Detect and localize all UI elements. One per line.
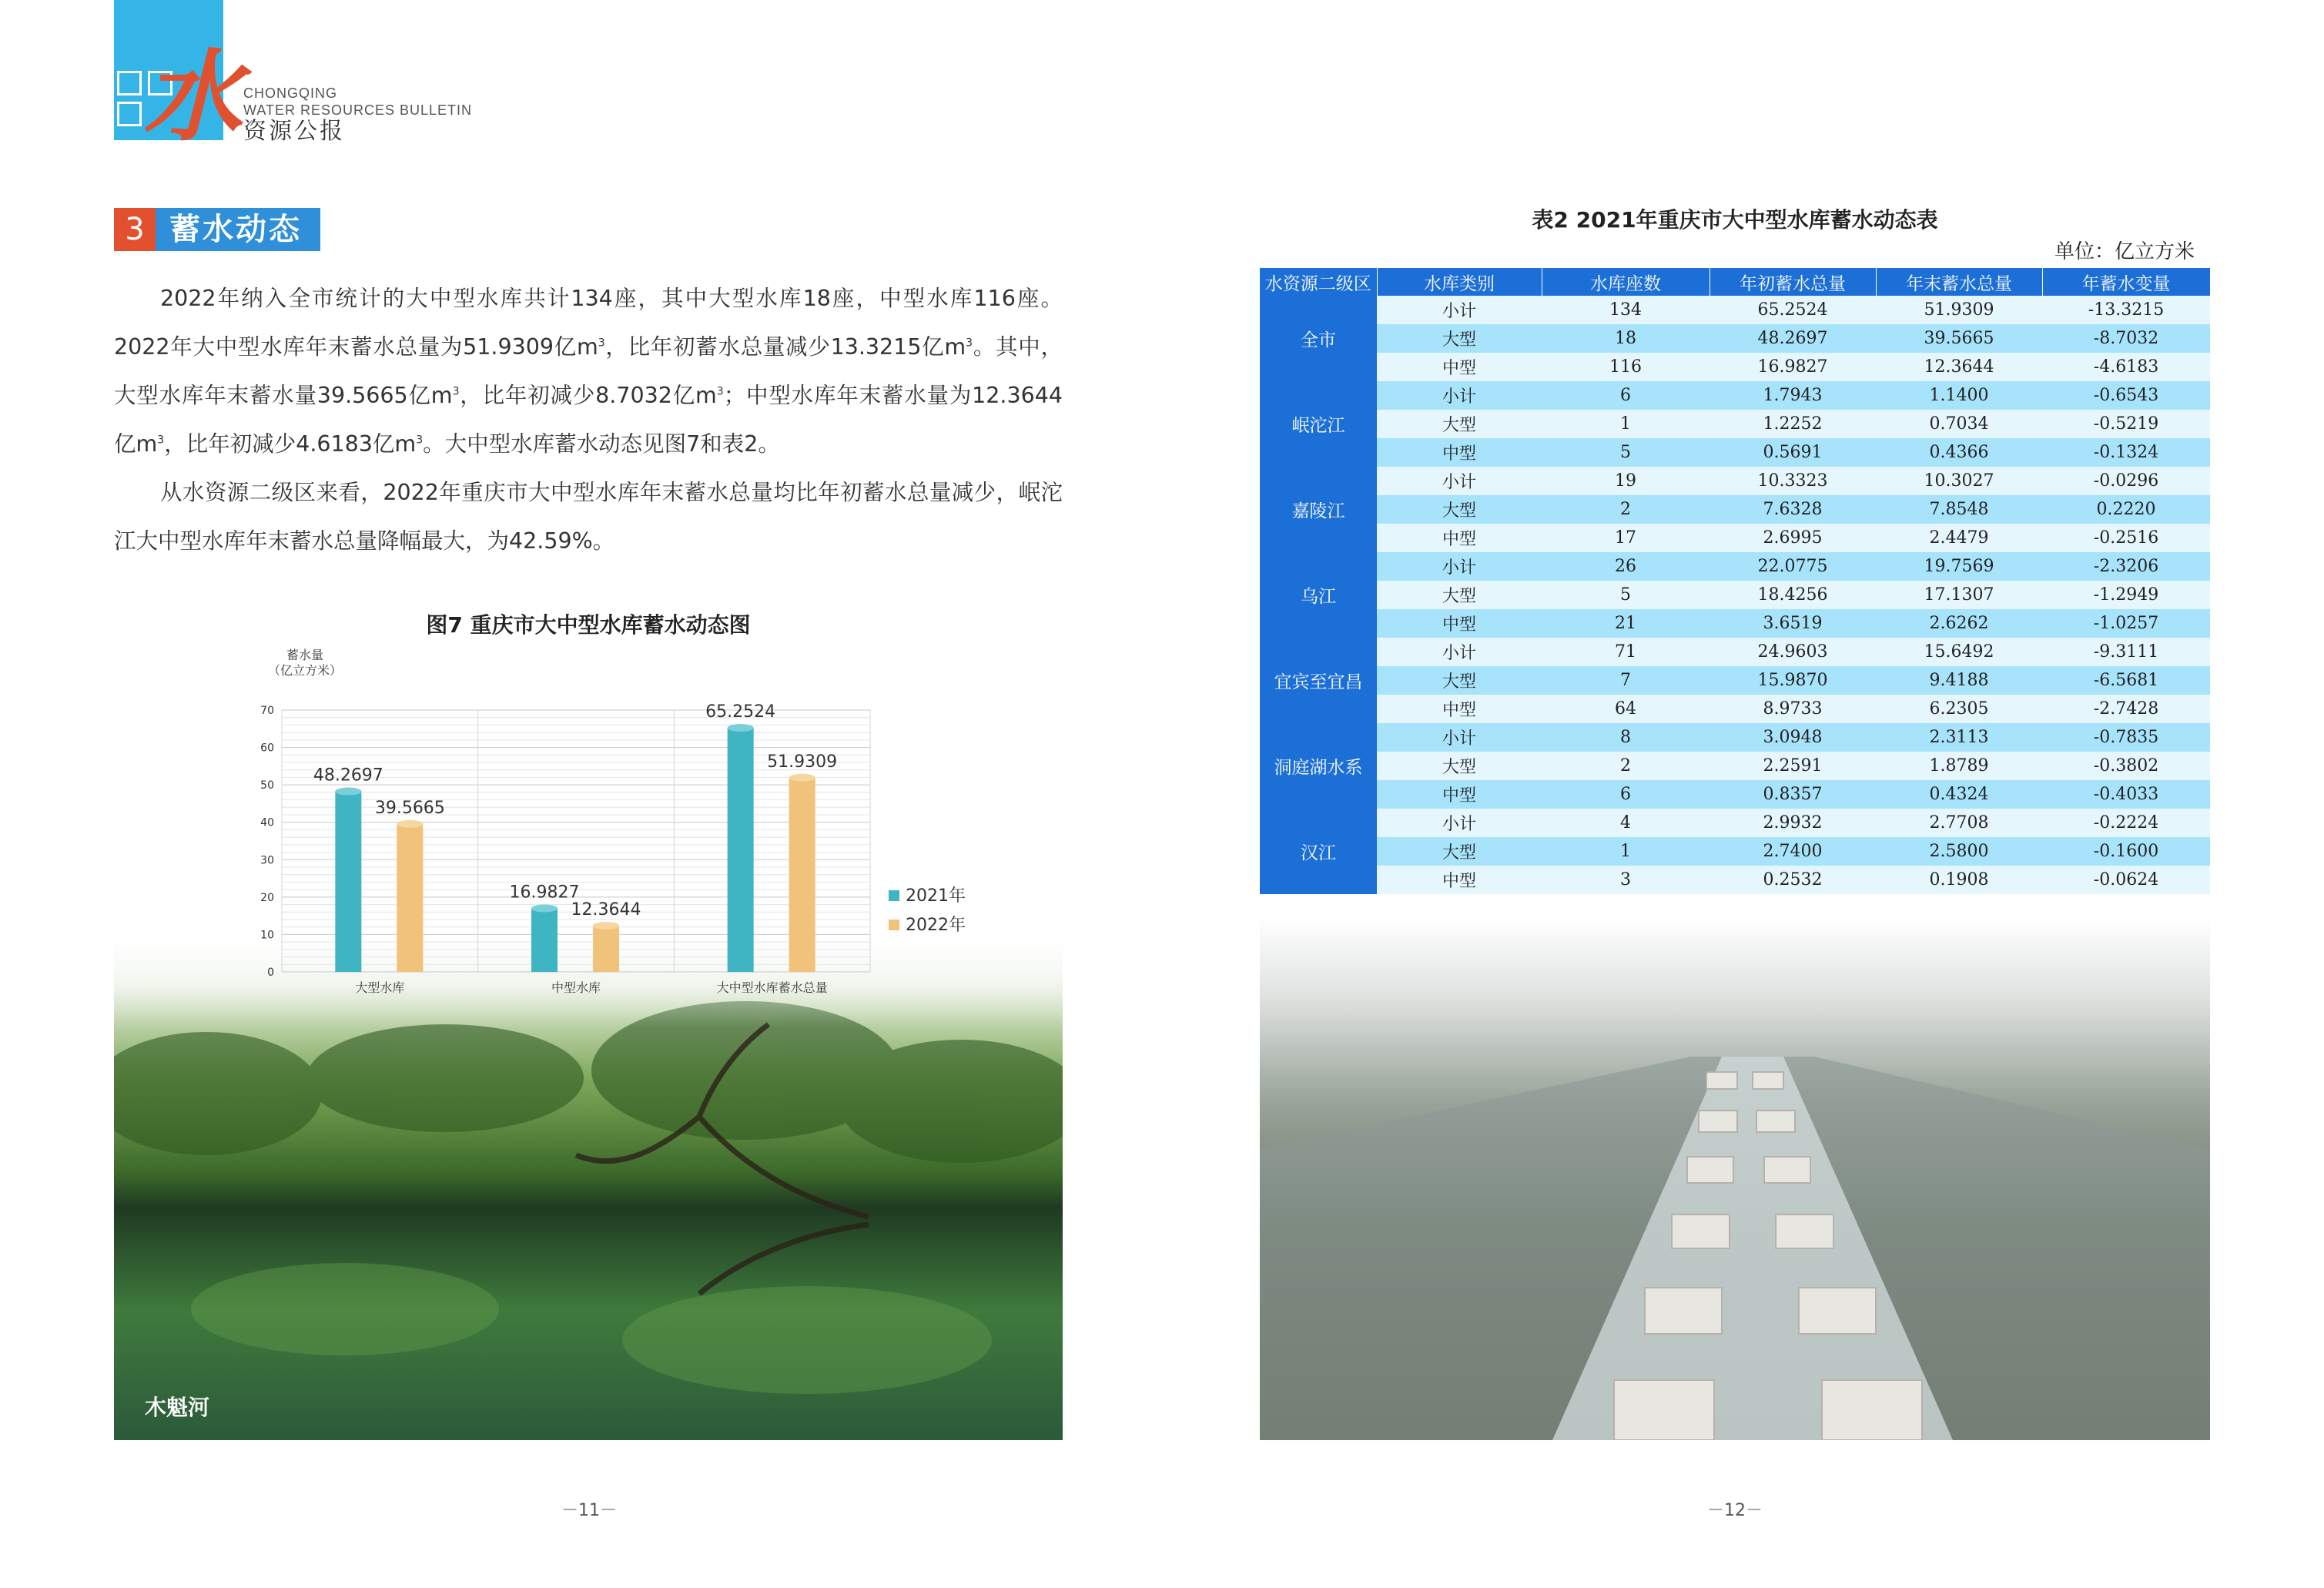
y-tick-label: 70 — [260, 705, 274, 717]
paragraph-2: 从水资源二级区来看，2022年重庆市大中型水库年末蓄水总量均比年初蓄水总量减少，岷沱江大中型水库年末蓄水总量降幅最大，为42.59%。 — [114, 480, 1063, 554]
table-cell: 2.7708 — [1876, 809, 2042, 837]
table-cell: 2.5800 — [1876, 837, 2042, 866]
table-cell: -4.6183 — [2042, 353, 2210, 381]
column-header: 年初蓄水总量 — [1710, 268, 1876, 296]
table-cell: 小计 — [1377, 638, 1542, 666]
table-cell: 51.9309 — [1876, 296, 2042, 324]
table-cell: -1.2949 — [2042, 581, 2210, 609]
table-cell: 大型 — [1377, 324, 1542, 353]
photo-caption: 木魁河 — [145, 1395, 210, 1420]
bar-2022 — [593, 926, 619, 972]
stream-photo — [1260, 918, 2210, 1440]
logo-char: 水 — [143, 39, 243, 155]
table-row — [1260, 495, 2210, 524]
category-label: 大中型水库蓄水总量 — [716, 980, 828, 995]
table-row — [1260, 552, 2210, 581]
legend-swatch — [889, 920, 899, 930]
column-header: 水资源二级区 — [1260, 268, 1377, 296]
category-label: 大型水库 — [355, 980, 405, 995]
legend-label: 2022年 — [906, 916, 966, 935]
region-cell: 洞庭湖水系 — [1260, 723, 1377, 809]
table-cell: 中型 — [1377, 353, 1542, 381]
table-cell: 1 — [1542, 410, 1710, 438]
table-cell: 小计 — [1377, 809, 1542, 837]
table-cell: 2 — [1542, 752, 1710, 780]
storage-table — [1260, 268, 2211, 894]
category-label: 中型水库 — [551, 980, 601, 995]
table-cell: -1.0257 — [2042, 609, 2210, 638]
table-cell: 65.2524 — [1710, 296, 1876, 324]
table-cell: 大型 — [1377, 666, 1542, 695]
bar-2021 — [335, 792, 361, 972]
table-cell: 21 — [1542, 609, 1710, 638]
table-cell: 中型 — [1377, 524, 1542, 552]
table-cell: -0.1600 — [2042, 837, 2210, 866]
paragraph-1: 2022年纳入全市统计的大中型水库共计134座，其中大型水库18座，中型水库116座。2022年大中型水库年末蓄水总量为51.9309亿$m^3$，比年初蓄水总量减少13.3215亿$m^3$。其中，大型水库年末蓄水量39.5665亿$m^3$，比年初减少8.7032亿$m^3$；中型水库年末蓄水量为12.3644亿$m^3$，比年初减少4.6183亿$m^3$。大中型水库蓄水动态见图7和表2。 — [114, 286, 1063, 457]
bar-cap — [531, 905, 558, 913]
column-header: 水库座数 — [1542, 268, 1710, 296]
table-cell: -6.5681 — [2042, 666, 2210, 695]
data-label: 12.3644 — [571, 900, 641, 920]
table-cell: 26 — [1542, 552, 1710, 581]
table-row — [1260, 666, 2210, 695]
table-cell: 24.9603 — [1710, 638, 1876, 666]
data-label: 51.9309 — [767, 752, 838, 772]
table-cell: 116 — [1542, 353, 1710, 381]
table-cell: 大型 — [1377, 752, 1542, 780]
table-cell: 18.4256 — [1710, 581, 1876, 609]
table-cell: 6.2305 — [1876, 695, 2042, 723]
table-cell: 大型 — [1377, 495, 1542, 524]
page-number-left: －11－ — [561, 1501, 617, 1520]
table-cell: 2.7400 — [1710, 837, 1876, 866]
table-cell: 7.6328 — [1710, 495, 1876, 524]
table-cell: 1 — [1542, 837, 1710, 866]
table-cell: 2.2591 — [1710, 752, 1876, 780]
table-row — [1260, 410, 2210, 438]
table-row — [1260, 524, 2210, 552]
bar-2021 — [728, 728, 754, 972]
table-cell: 3 — [1542, 866, 1710, 894]
table-cell: 2.6262 — [1876, 609, 2042, 638]
table-cell: 1.1400 — [1876, 381, 2042, 410]
table-cell: 中型 — [1377, 609, 1542, 638]
table-cell: 小计 — [1377, 552, 1542, 581]
table-cell: 0.4366 — [1876, 438, 2042, 467]
table-cell: 5 — [1542, 581, 1710, 609]
table-cell: 中型 — [1377, 866, 1542, 894]
table-row — [1260, 467, 2210, 495]
body-text — [114, 274, 1063, 565]
table-cell: 0.7034 — [1876, 410, 2042, 438]
logo-square — [117, 71, 142, 95]
table-row — [1260, 837, 2210, 866]
table-cell: 6 — [1542, 780, 1710, 809]
y-tick-label: 50 — [260, 779, 274, 792]
bar-cap — [728, 724, 754, 732]
table-cell: 0.5691 — [1710, 438, 1876, 467]
bar-cap — [593, 922, 619, 930]
y-tick-label: 0 — [267, 967, 274, 979]
table-row — [1260, 296, 2210, 324]
data-label: 65.2524 — [705, 702, 776, 722]
region-cell: 嘉陵江 — [1260, 467, 1377, 552]
table-row — [1260, 438, 2210, 467]
legend-label: 2021年 — [906, 886, 966, 906]
table-cell: 17 — [1542, 524, 1710, 552]
table-cell: 中型 — [1377, 438, 1542, 467]
bar-cap — [789, 774, 815, 782]
table-cell: 16.9827 — [1710, 353, 1876, 381]
table-cell: 134 — [1542, 296, 1710, 324]
table-cell: -0.1324 — [2042, 438, 2210, 467]
y-tick-label: 10 — [260, 929, 274, 942]
table-cell: -0.3802 — [2042, 752, 2210, 780]
table-cell: 9.4188 — [1876, 666, 2042, 695]
table-cell: 10.3323 — [1710, 467, 1876, 495]
table-cell: 0.1908 — [1876, 866, 2042, 894]
y-tick-label: 20 — [260, 891, 274, 904]
table-cell: 0.4324 — [1876, 780, 2042, 809]
table-cell: 3.6519 — [1710, 609, 1876, 638]
table-cell: 中型 — [1377, 695, 1542, 723]
table-row — [1260, 809, 2210, 837]
table-cell: 大型 — [1377, 581, 1542, 609]
table-cell: 19 — [1542, 467, 1710, 495]
y-axis-label: 蓄水量 — [286, 648, 324, 662]
table-cell: 小计 — [1377, 296, 1542, 324]
table-cell: 0.2532 — [1710, 866, 1876, 894]
region-cell: 宜宾至宜昌 — [1260, 638, 1377, 723]
table-cell: 8.9733 — [1710, 695, 1876, 723]
column-header: 年末蓄水总量 — [1876, 268, 2042, 296]
logo-english: CHONGQING WATER RESOURCES BULLETIN — [243, 85, 473, 118]
table-row — [1260, 723, 2210, 752]
data-label: 16.9827 — [509, 883, 580, 903]
table-cell: -0.0296 — [2042, 467, 2210, 495]
y-tick-label: 40 — [260, 816, 274, 829]
table-cell: 小计 — [1377, 723, 1542, 752]
bar-cap — [335, 788, 361, 796]
table-cell: -0.5219 — [2042, 410, 2210, 438]
section-title: 蓄水动态 — [169, 212, 302, 247]
table-cell: 小计 — [1377, 381, 1542, 410]
table-cell: -0.2516 — [2042, 524, 2210, 552]
table-row — [1260, 353, 2210, 381]
table-cell: 6 — [1542, 381, 1710, 410]
column-header: 水库类别 — [1377, 268, 1542, 296]
table-cell: 39.5665 — [1876, 324, 2042, 353]
page-number-right: －12－ — [1707, 1501, 1763, 1520]
bar-cap — [397, 820, 423, 828]
table-cell: 19.7569 — [1876, 552, 2042, 581]
table-cell: -0.7835 — [2042, 723, 2210, 752]
table-cell: 15.9870 — [1710, 666, 1876, 695]
y-axis-label-unit: （亿立方米） — [267, 663, 343, 678]
table-cell: 48.2697 — [1710, 324, 1876, 353]
y-tick-label: 30 — [260, 854, 274, 867]
table-cell: -9.3111 — [2042, 638, 2210, 666]
table-cell: 5 — [1542, 438, 1710, 467]
table-cell: -2.3206 — [2042, 552, 2210, 581]
chart-svg — [114, 647, 1063, 1009]
table-cell: 18 — [1542, 324, 1710, 353]
table-row — [1260, 581, 2210, 609]
data-label: 39.5665 — [374, 798, 445, 818]
chart-title: 图7 重庆市大中型水库蓄水动态图 — [426, 612, 751, 638]
table-cell: 7 — [1542, 666, 1710, 695]
legend-swatch — [889, 890, 899, 901]
table-cell: 2.4479 — [1876, 524, 2042, 552]
table-cell: -0.4033 — [2042, 780, 2210, 809]
bar-chart — [114, 647, 1063, 1009]
table-cell: -0.0624 — [2042, 866, 2210, 894]
table-cell: 2.3113 — [1876, 723, 2042, 752]
table-cell: 7.8548 — [1876, 495, 2042, 524]
bar-2022 — [789, 778, 815, 972]
table-cell: 1.8789 — [1876, 752, 2042, 780]
table-row — [1260, 780, 2210, 809]
table-cell: 15.6492 — [1876, 638, 2042, 666]
table-row — [1260, 638, 2210, 666]
column-header: 年蓄水变量 — [2042, 268, 2210, 296]
table-cell: 大型 — [1377, 837, 1542, 866]
table-cell: 17.1307 — [1876, 581, 2042, 609]
table-cell: 大型 — [1377, 410, 1542, 438]
region-cell: 岷沱江 — [1260, 381, 1377, 467]
table-row — [1260, 609, 2210, 638]
section-heading — [114, 208, 320, 251]
table-cell: -0.2224 — [2042, 809, 2210, 837]
region-cell: 全市 — [1260, 296, 1377, 381]
table-cell: 小计 — [1377, 467, 1542, 495]
table-cell: 1.2252 — [1710, 410, 1876, 438]
table-cell: 71 — [1542, 638, 1710, 666]
table-row — [1260, 752, 2210, 780]
table-cell: 8 — [1542, 723, 1710, 752]
y-tick-label: 60 — [260, 742, 274, 755]
table-row — [1260, 381, 2210, 410]
table-row — [1260, 695, 2210, 723]
table-cell: 0.2220 — [2042, 495, 2210, 524]
table-unit: 单位：亿立方米 — [2054, 240, 2195, 263]
table-row — [1260, 866, 2210, 894]
table-cell: -0.6543 — [2042, 381, 2210, 410]
region-cell: 乌江 — [1260, 552, 1377, 638]
table-cell: 22.0775 — [1710, 552, 1876, 581]
bar-2022 — [397, 824, 423, 972]
table-cell: 3.0948 — [1710, 723, 1876, 752]
table-cell: 2.9932 — [1710, 809, 1876, 837]
region-cell: 汉江 — [1260, 809, 1377, 894]
table-cell: 12.3644 — [1876, 353, 2042, 381]
table-cell: 2 — [1542, 495, 1710, 524]
table-row — [1260, 324, 2210, 353]
table-cell: 0.8357 — [1710, 780, 1876, 809]
table-cell: -2.7428 — [2042, 695, 2210, 723]
table-header-row — [1260, 268, 2210, 296]
logo-square — [117, 102, 142, 126]
bar-2021 — [531, 909, 558, 972]
table-cell: -13.3215 — [2042, 296, 2210, 324]
data-label: 48.2697 — [313, 766, 383, 786]
table-title: 表2 2021年重庆市大中型水库蓄水动态表 — [1532, 207, 1938, 233]
table-cell: 4 — [1542, 809, 1710, 837]
table-cell: 中型 — [1377, 780, 1542, 809]
logo-chinese: 资源公报 — [243, 118, 345, 145]
section-number: 3 — [114, 208, 156, 251]
table-cell: -8.7032 — [2042, 324, 2210, 353]
table-cell: 2.6995 — [1710, 524, 1876, 552]
table-cell: 10.3027 — [1876, 467, 2042, 495]
table-cell: 1.7943 — [1710, 381, 1876, 410]
table-cell: 64 — [1542, 695, 1710, 723]
